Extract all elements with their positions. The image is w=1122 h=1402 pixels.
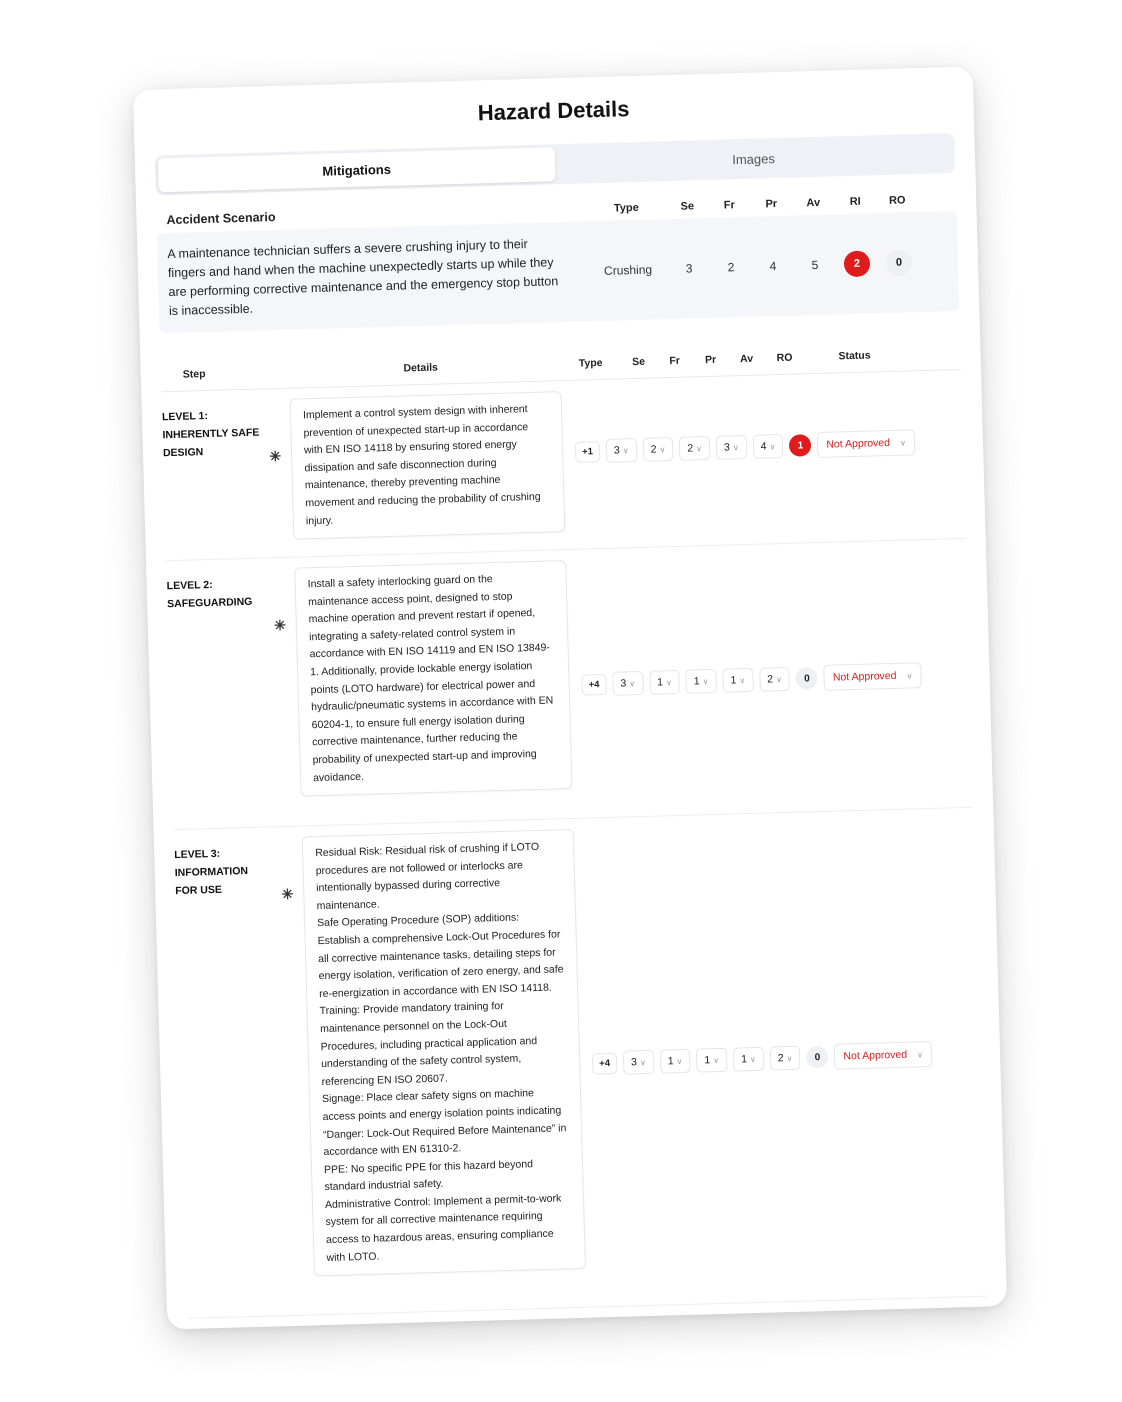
chevron-down-icon: ∨ [786,1053,793,1063]
scenario-type: Crushing [603,262,653,278]
mitigation-controls [561,380,963,465]
chevron-down-icon: ∨ [696,443,703,453]
chevron-down-icon: ∨ [739,675,746,685]
status-dropdown[interactable] [817,429,915,458]
mitigation-details[interactable]: Implement a control system design with inherent prevention of unexpected start-up in accordance with EN ISO 14118 by ensuring stored energy dissipation and safe disconnection during maintenance, thereby preventing machine movement and reducing the probability of crushing injury. [290,391,566,540]
level-label [162,399,294,553]
pr-select[interactable] [679,436,710,461]
chevron-down-icon: ∨ [629,678,636,688]
chevron-down-icon: ∨ [916,1049,924,1059]
select-value: 2 [767,673,774,686]
chevron-down-icon: ∨ [713,1055,720,1065]
pr-select[interactable] [686,669,717,694]
fr-select[interactable] [649,670,680,695]
chevron-down-icon: ∨ [899,438,906,448]
type-badge: +4 [581,673,606,695]
level-label-line: LEVEL 3: [174,847,221,862]
sparkle-icon[interactable]: ✳ [281,885,294,903]
status-dropdown[interactable] [824,662,922,691]
col-m-ro: RO [776,351,793,365]
col-details: Details [403,361,439,375]
level-label-line: LEVEL 1: [161,410,209,424]
chevron-down-icon: ∨ [749,1054,756,1064]
col-fr: Fr [723,199,735,212]
chevron-down-icon: ∨ [769,441,776,451]
pr-select[interactable] [696,1048,727,1073]
level-label-line: LEVEL 2: [166,578,213,593]
mitigation-list [161,370,987,1319]
scenario-se: 3 [685,261,693,276]
chevron-down-icon: ∨ [622,445,629,455]
av-select[interactable] [722,668,753,693]
mitigation-row [166,539,973,830]
chevron-down-icon: ∨ [659,444,666,454]
select-value: 1 [740,1053,748,1066]
fr-select[interactable] [659,1049,690,1074]
level-label-line: DESIGN [162,446,204,460]
select-value: 4 [760,440,767,453]
select-value: 1 [693,675,700,688]
select-value: 3 [630,1056,638,1069]
select-value: 3 [620,677,627,690]
scenario-av: 5 [811,257,819,273]
col-step: Step [182,368,206,381]
select-value: 1 [656,676,664,689]
status-value: Not Approved [832,669,897,684]
col-pr: Pr [765,198,778,211]
select-value: 1 [704,1054,711,1067]
col-m-se: Se [632,355,646,369]
chevron-down-icon: ∨ [702,676,709,686]
av-select[interactable] [716,435,747,460]
scenario-pr: 4 [769,259,777,274]
av-select[interactable] [733,1047,764,1072]
col-se: Se [680,200,695,213]
ro-badge: 1 [789,434,812,457]
chevron-down-icon: ∨ [676,1056,683,1066]
type-badge: +1 [575,441,600,463]
level-label-line: SAFEGUARDING [167,595,253,611]
col-m-av: Av [739,352,754,366]
status-value: Not Approved [826,436,891,451]
page-title: Hazard Details [477,96,630,126]
sparkle-icon[interactable]: ✳ [273,616,287,634]
mitigation-row [161,370,965,561]
level-label [166,568,301,821]
chevron-down-icon: ∨ [639,1057,646,1067]
select-value: 2 [687,442,694,455]
select-value: 3 [613,444,620,457]
mitigation-controls [580,1040,981,1077]
type-badge: +4 [592,1052,617,1074]
level-label-line: INFORMATION [174,865,249,880]
hazard-details-card [133,67,1007,1330]
col-m-pr: Pr [704,353,717,367]
col-m-fr: Fr [669,354,681,368]
select-value: 1 [730,674,737,687]
tab-bar [155,133,956,195]
col-type: Type [613,201,639,215]
status-dropdown[interactable] [834,1041,932,1070]
mitigation-details[interactable]: Install a safety interlocking guard on the maintenance access point, designed to stop machine operation and prevent restart if opened, integrating a safety-related control system in accordance with EN ISO 14119 and EN ISO 13849-1. Additionally, provide lockable energy isolation points (LOTO hardware) for electrical power and hydraulic/pneumatic systems in accordance with EN 60204-1, to ensure full energy isolation during corrective maintenance, further reducing the probability of unexpected start-up and improving avoidance. [294,560,572,797]
fr-select[interactable] [642,437,673,462]
select-value: 2 [777,1052,784,1065]
chevron-down-icon: ∨ [775,674,783,684]
col-m-status: Status [838,349,871,363]
se-select[interactable] [606,438,637,463]
ro-badge: 0 [806,1046,829,1069]
col-ri: RI [849,195,861,208]
chevron-down-icon: ∨ [665,677,672,687]
select-value: 1 [667,1055,674,1068]
ro-select[interactable] [769,1046,800,1071]
scenario-fr: 2 [727,260,735,275]
level-label [174,837,315,1310]
scenario-ro-badge: 0 [886,249,913,276]
sparkle-icon[interactable]: ✳ [269,447,282,465]
col-m-type: Type [578,356,603,370]
scenario-section-label: Accident Scenario [166,210,276,228]
tab-mitigations[interactable]: Mitigations [158,147,556,192]
chevron-down-icon: ∨ [906,670,913,681]
se-select[interactable] [612,671,643,696]
mitigation-details[interactable]: Residual Risk: Residual risk of crushing if LOTO procedures are not followed or interlocks are intentionally bypassed during corrective maintenance. Safe Operating Procedure (SOP) additions: Establish a comprehensive Lock-Out Procedures for all corrective maintenance tasks, detailing steps for energy isolation, verification of zero energy, and safe re-energization in accordance with EN ISO 14118. Training: Provide mandatory training for maintenance personnel on the Lock-Out Procedures, including practical application and understanding of the safety control system, referencing EN ISO 20607. Signage: Place clear safety signs on machine access points and energy isolation points indicating “Danger: Lock-Out Required Before Maintenance” in accordance with EN 61310-2. PPE: No specific PPE for this hazard beyond standard industrial safety. Administrative Control: Implement a permit-to-work system for all corrective maintenance requiring access to hazardous areas, ensuring compliance with LOTO. [302,829,586,1277]
scenario-description: A maintenance technician suffers a severe crushing injury to their fingers and hand when the machine unexpectedly starts up while they are performing corrective maintenance and the emergency stop button is inaccessible. [167,237,559,319]
mitigation-controls [569,661,970,698]
select-value: 3 [723,441,731,454]
level-label-line: INHERENTLY SAFE [162,426,260,442]
scenario-ri-badge: 2 [844,250,871,277]
chevron-down-icon: ∨ [732,442,739,452]
ro-badge: 0 [796,667,819,690]
select-value: 2 [650,443,657,456]
col-av: Av [806,196,821,210]
status-value: Not Approved [843,1048,908,1063]
mitigation-row [174,808,987,1319]
level-label-line: FOR USE [175,883,223,898]
scenario-row [157,211,959,333]
tab-images[interactable]: Images [731,150,776,167]
se-select[interactable] [623,1050,654,1075]
col-ro: RO [888,194,906,207]
ro-select[interactable] [759,667,790,692]
ro-select[interactable] [752,434,783,459]
